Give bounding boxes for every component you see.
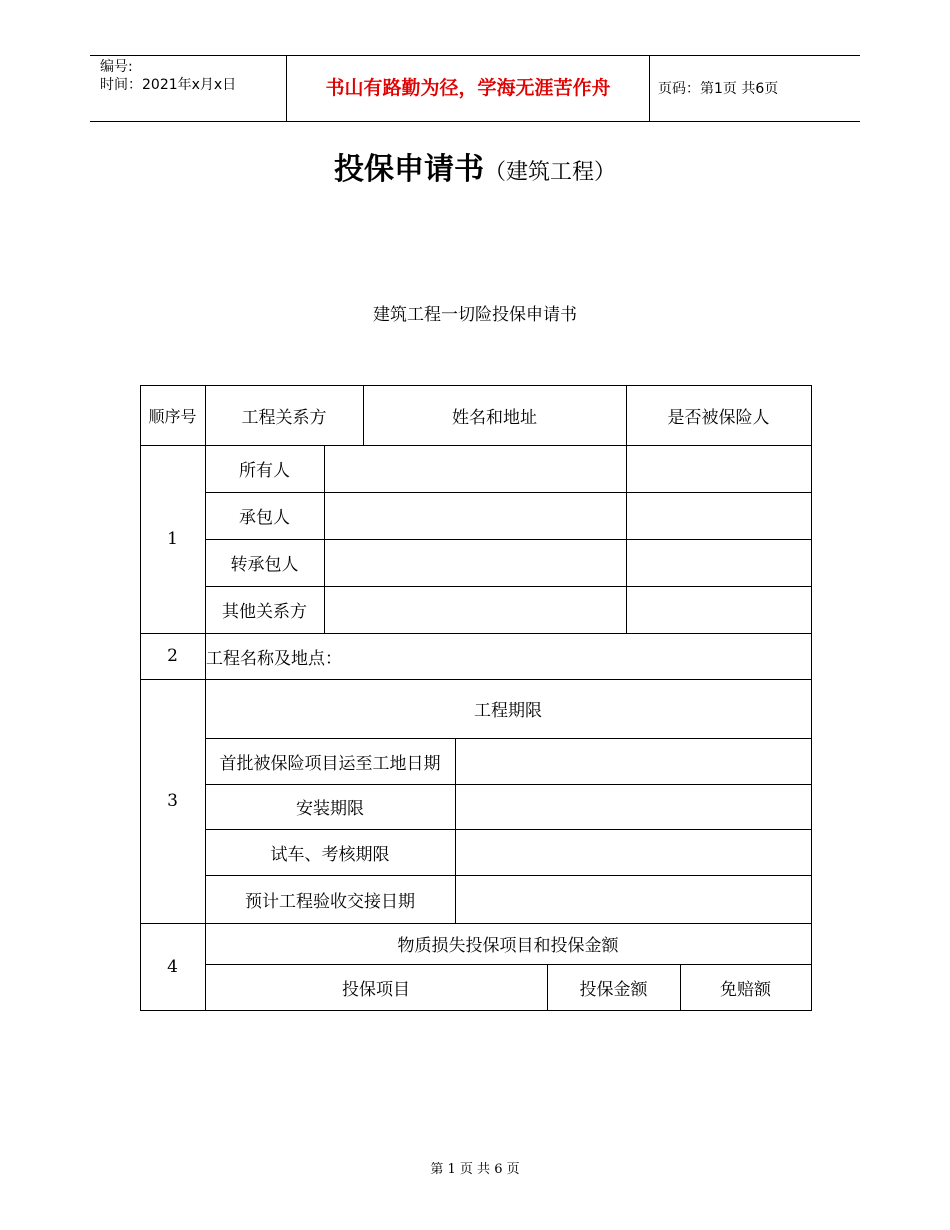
page-indicator: 页码：第1页 共6页 — [658, 81, 779, 97]
relation-other-parties: 其他关系方 — [222, 602, 307, 622]
title-main: 投保申请书 — [333, 152, 484, 187]
table-rule — [140, 1010, 812, 1011]
header-insured: 是否被保险人 — [667, 408, 770, 428]
section3-seq: 3 — [167, 791, 178, 811]
section2-seq: 2 — [167, 646, 178, 666]
document-time-label: 时间：2021年x月x日 — [100, 77, 237, 93]
header-top-rule — [90, 55, 860, 56]
motto-text: 书山有路勤为径，学海无涯苦作舟 — [325, 77, 611, 99]
table-rule — [455, 738, 456, 923]
header-name-address: 姓名和地址 — [452, 408, 537, 428]
relation-subcontractor: 转承包人 — [230, 555, 299, 575]
relation-contractor: 承包人 — [239, 508, 290, 528]
trial-test-period-label: 试车、考核期限 — [270, 844, 390, 865]
header-divider-right — [649, 55, 650, 121]
column-insured-item: 投保项目 — [342, 979, 410, 1000]
column-insured-amount: 投保金额 — [579, 979, 648, 1000]
header-relation: 工程关系方 — [241, 408, 327, 428]
project-name-location-label: 工程名称及地点： — [206, 648, 342, 669]
relation-owner: 所有人 — [239, 461, 290, 481]
material-loss-heading: 物质损失投保项目和投保金额 — [397, 936, 619, 956]
table-rule — [811, 385, 812, 1010]
first-delivery-date-label: 首批被保险项目运至工地日期 — [219, 753, 441, 774]
project-period-heading: 工程期限 — [474, 701, 542, 721]
form-subtitle: 建筑工程一切险投保申请书 — [373, 305, 577, 325]
page-footer: 第 1 页 共 6 页 — [430, 1162, 520, 1177]
installation-period-label: 安装期限 — [296, 799, 364, 819]
document-number-label: 编号: — [100, 59, 133, 75]
page-title — [0, 144, 950, 188]
header-bottom-rule — [90, 121, 860, 122]
column-deductible: 免赔额 — [720, 979, 771, 1000]
section1-seq: 1 — [167, 529, 178, 549]
header-seq: 顺序号 — [148, 407, 197, 426]
title-suffix: （建筑工程） — [483, 160, 616, 185]
section4-seq: 4 — [167, 956, 178, 977]
acceptance-handover-date-label: 预计工程验收交接日期 — [245, 891, 415, 912]
